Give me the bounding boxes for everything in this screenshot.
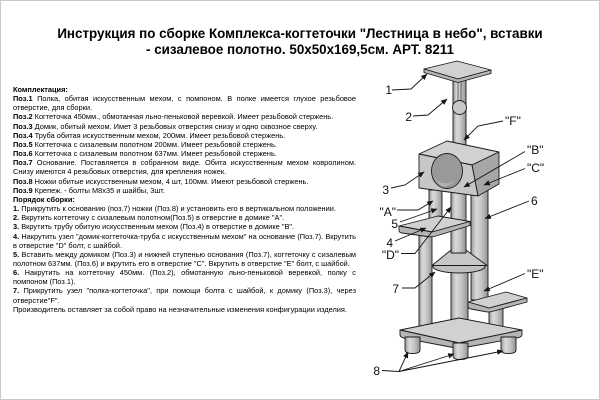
step-label: 1. [13, 204, 20, 214]
parts-item [13, 158, 356, 176]
assembly-step [13, 204, 356, 213]
step-label: 3. [13, 222, 20, 232]
callout-label-B: "B" [527, 143, 544, 157]
assembly-step [13, 286, 356, 304]
callout-label-E: "E" [527, 267, 544, 281]
part-text: Основание. Поставляется в собранном виде. Обита искусственным мехом ковролином. Снизу имеются 4 резьбовых отверстия, для крепления ножек. [13, 158, 356, 177]
part-label: Поз.5 [13, 139, 33, 149]
part-label: Поз.1 [13, 94, 33, 104]
callout-label-2: 2 [405, 110, 412, 124]
step-label: 2. [13, 213, 20, 223]
callout-label-1: 1 [385, 83, 392, 97]
part-text: Когтеточка с сизалевым полотном 637мм. Имеет резьбовой стержень. [34, 149, 277, 159]
assembly-step [13, 222, 356, 231]
leader-line-A [397, 201, 433, 210]
part-label: Поз.8 [13, 176, 33, 186]
part-text: Труба обитая искусственным мехом, 200мм. Имеет резьбовой стержень. [34, 130, 286, 140]
house-shape [419, 141, 499, 196]
house-entry-hole [432, 154, 463, 189]
top-shelf-shape [424, 61, 491, 83]
pompom-ball [453, 101, 467, 115]
step-text: Вставить между домиком (Поз.3) и нижней ступенью основания (Поз.7), когтеточку с сизалевым полотном 637мм. (Поз.6) и вкрутить его в отверстие "С". Вкрутить в отверстие "Е" болт, с шайбой. [13, 249, 356, 268]
part-text: Домик, обитый мехом. Имет 3 резьбовых отверстия снизу и одно сквозное сверху. [34, 121, 318, 131]
step-text: Прикрутить к основанию (поз.7) ножки (Поз.8) и установить его в вертикальном положении. [21, 204, 336, 214]
parts-item [13, 112, 356, 121]
page-title [29, 26, 571, 58]
assembly-diagram [357, 56, 600, 400]
parts-item [13, 131, 356, 140]
leader-line-8b [399, 354, 454, 372]
page-title-line2: - сизалевое полотно. 50х50х169,5см. АРТ. 8211 [146, 42, 454, 57]
leader-line-1 [392, 74, 427, 90]
step-label: 5. [13, 249, 20, 259]
assembly-step [13, 250, 356, 268]
step-text: Накрутить на когтеточку 450мм. (Поз.2), обмотанную льно-пеньковой веревкой, полку с помпоном (Поз.1). [13, 268, 356, 287]
parts-item [13, 177, 356, 186]
leader-line-F [464, 121, 503, 140]
manufacturer-note: Производитель оставляет за собой право на незначительные изменения конфигурации изделия. [13, 304, 347, 314]
callout-label-F: "F" [505, 114, 521, 128]
part-label: Поз.6 [13, 149, 33, 159]
part-text: Полка, обитая искусственным мехом, с помпоном. В полке имеется глухое резьбовое отверстие, для сборки. [13, 94, 356, 113]
step-label: 4. [13, 231, 20, 241]
leader-line-E [484, 274, 525, 292]
callout-label-D: "D" [381, 248, 399, 262]
callout-label-A: "A" [379, 205, 396, 219]
leg-shape [501, 337, 516, 354]
part-label: Поз.9 [13, 185, 33, 195]
page-title-line1: Инструкция по сборке Комплекса-когтеточки "Лестница в небо", вставки [57, 26, 543, 41]
step-text: Вкрутить трубу обитую искусственным мехом (Поз.4) в отверстие в домике "В". [21, 222, 295, 232]
assembly-heading: Порядок сборки: [13, 194, 75, 204]
part-text: Крепеж. - болты М8х35 и шайбы, 3шт. [34, 185, 165, 195]
part-label: Поз.3 [13, 121, 33, 131]
step-label: 6. [13, 268, 20, 278]
part-text: Когтеточка 450мм., обмотанная льно-пеньковой веревкой. Имеет резьбовой стержень. [34, 112, 334, 122]
assembly-step [13, 232, 356, 250]
parts-heading: Комплектация: [13, 85, 68, 94]
step-text: Прикрутить узел "полка-когтеточка", при помощи болта с шайбой, к домику (Поз.3), через отверстие"F". [13, 286, 356, 305]
parts-item [13, 94, 356, 112]
callout-label-6: 6 [531, 194, 538, 208]
parts-item [13, 140, 356, 149]
leader-line-8c [399, 351, 503, 372]
callout-label-7: 7 [392, 282, 399, 296]
leg-shape [405, 337, 420, 354]
parts-item [13, 122, 356, 131]
step-text: Вкрутить когтеточку с сизалевым полотном(Поз.5) в отверстие в домике "А". [21, 213, 285, 223]
parts-item [13, 149, 356, 158]
part-text: Когтеточка с сизалевым полотном 200мм. Имеет резьбовой стержень. [34, 139, 277, 149]
parts-item [13, 186, 356, 195]
callout-label-4: 4 [386, 236, 393, 250]
part-label: Поз.7 [13, 158, 33, 168]
leg-shape [453, 343, 468, 360]
step-text: Накрутить узел "домик-когтеточка-труба с искусственным мехом" на основание (Поз.7). Вкрутить в отверстие "D" болт, с шайбой. [13, 231, 356, 250]
part-text: Ножки обитые искусственным мехом, 4 шт, 100мм. Имеют резьбовой стержень. [34, 176, 309, 186]
part-label: Поз.2 [13, 112, 33, 122]
leader-line-2 [413, 99, 447, 116]
instruction-text [13, 85, 356, 314]
leader-line-8a [382, 352, 408, 372]
callout-label-C: "C" [527, 161, 545, 175]
callout-label-3: 3 [382, 183, 389, 197]
leader-line-6 [485, 201, 529, 219]
part-label: Поз.4 [13, 130, 33, 140]
callout-label-8: 8 [373, 364, 380, 378]
assembly-step [13, 213, 356, 222]
step-label: 7. [13, 286, 20, 296]
assembly-step [13, 268, 356, 286]
callout-label-5: 5 [391, 217, 398, 231]
